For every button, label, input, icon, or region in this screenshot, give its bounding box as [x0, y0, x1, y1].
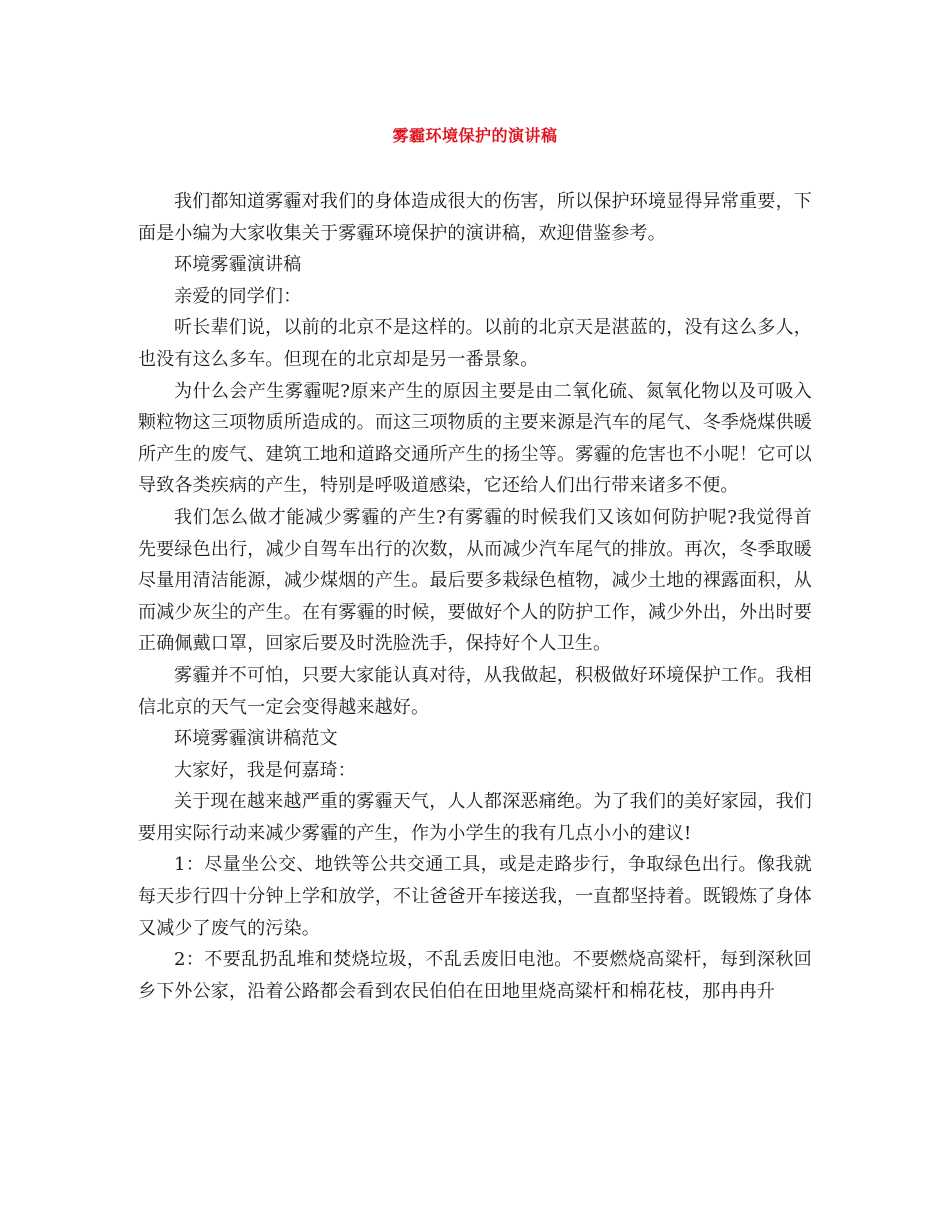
document-body	[138, 186, 812, 1007]
paragraph-solutions: 我们怎么做才能减少雾霾的产生?有雾霾的时候我们又该如何防护呢?我觉得首先要绿色出行，减少自驾车出行的次数，从而减少汽车尾气的排放。再次，冬季取暖尽量用清洁能源，减少煤烟的产生。最后要多栽绿色植物，减少土地的裸露面积，从而减少灰尘的产生。在有雾霾的时候，要做好个人的防护工作，减少外出，外出时要正确佩戴口罩，回家后要及时洗脸洗手，保持好个人卫生。	[138, 506, 812, 655]
paragraph-suggestions-intro: 关于现在越来越严重的雾霾天气，人人都深恶痛绝。为了我们的美好家园，我们要用实际行动来减少雾霾的产生，作为小学生的我有几点小小的建议!	[138, 791, 812, 844]
paragraph-causes: 为什么会产生雾霾呢?原来产生的原因主要是由二氧化硫、氮氧化物以及可吸入颗粒物这三项物质所造成的。而这三项物质的主要来源是汽车的尾气、冬季烧煤供暖所产生的废气、建筑工地和道路交通所产生的扬尘等。雾霾的危害也不小呢！它可以导致各类疾病的产生，特别是呼吸道感染，它还给人们出行带来诸多不便。	[138, 380, 812, 497]
section-heading-speech-2: 环境雾霾演讲稿范文	[174, 728, 338, 750]
paragraph-conclusion: 雾霾并不可怕，只要大家能认真对待，从我做起，积极做好环境保护工作。我相信北京的天气一定会变得越来越好。	[138, 664, 812, 718]
section-heading-speech-1: 环境雾霾演讲稿	[174, 254, 302, 276]
salutation-2: 大家好，我是何嘉琦：	[174, 759, 356, 781]
salutation-1: 亲爱的同学们：	[174, 285, 302, 307]
paragraph-intro: 我们都知道雾霾对我们的身体造成很大的伤害，所以保护环境显得异常重要，下面是小编为大家收集关于雾霾环境保护的演讲稿，欢迎借鉴参考。	[138, 191, 812, 244]
paragraph-beijing-past: 听长辈们说，以前的北京不是这样的。以前的北京天是湛蓝的，没有这么多人，也没有这么多车。但现在的北京却是另一番景象。	[138, 317, 812, 370]
document-title: 雾霾环境保护的演讲稿	[392, 126, 558, 145]
paragraph-suggestion-1: 1：尽量坐公交、地铁等公共交通工具，或是走路步行，争取绿色出行。像我就每天步行四十分钟上学和放学，不让爸爸开车接送我，一直都坚持着。既锻炼了身体又减少了废气的污染。	[138, 854, 812, 939]
paragraph-suggestion-2: 2：不要乱扔乱堆和焚烧垃圾，不乱丢废旧电池。不要燃烧高粱杆，每到深秋回乡下外公家，沿着公路都会看到农民伯伯在田地里烧高粱杆和棉花枝，那冉冉升	[138, 949, 812, 1002]
